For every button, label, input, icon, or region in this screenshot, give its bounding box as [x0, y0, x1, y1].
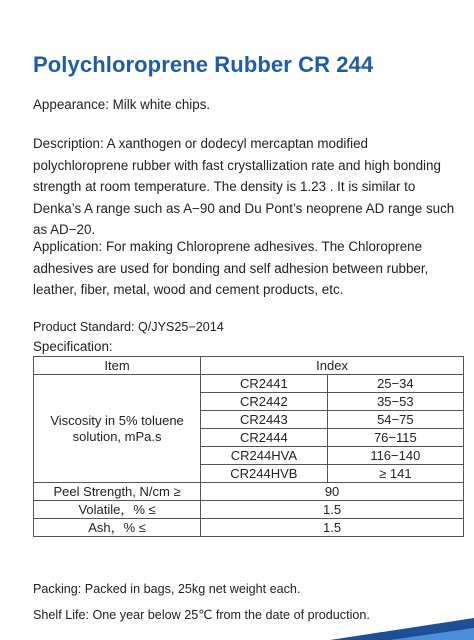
grade-cell: CR2441	[201, 375, 328, 393]
table-row	[34, 483, 464, 501]
grade-cell: CR2443	[201, 411, 328, 429]
packing-text: Packing: Packed in bags, 25kg net weight each.	[33, 582, 301, 596]
viscosity-label: Viscosity in 5% toluene solution, mPa.s	[34, 375, 201, 483]
table-row	[34, 375, 464, 393]
range-cell: 116−140	[327, 447, 463, 465]
page-title: Polychloroprene Rubber CR 244	[33, 52, 374, 77]
decorative-corner-stripe	[0, 610, 474, 640]
range-cell: 76−115	[327, 429, 463, 447]
grade-cell: CR244HVB	[201, 465, 328, 483]
table-row	[34, 501, 464, 519]
specification-label: Specification:	[33, 339, 113, 354]
grade-cell: CR2444	[201, 429, 328, 447]
range-cell: 25−34	[327, 375, 463, 393]
product-standard-text: Product Standard: Q/JYS25−2014	[33, 320, 224, 334]
shelf-life-text: Shelf Life: One year below 25℃ from the date of production.	[33, 608, 370, 622]
grade-cell: CR244HVA	[201, 447, 328, 465]
appearance-text: Appearance: Milk white chips.	[33, 97, 211, 112]
application-text: Application: For making Chloroprene adhesives. The Chloroprene adhesives are used for bonding and self adhesion between rubber, leather, fiber, metal, wood and cement products, etc.	[33, 239, 429, 297]
table-row	[34, 519, 464, 537]
range-cell: ≥ 141	[327, 465, 463, 483]
ash-label: Ash，% ≤	[34, 519, 201, 537]
range-cell: 35−53	[327, 393, 463, 411]
specification-table	[33, 356, 464, 537]
peel-strength-label: Peel Strength, N/cm ≥	[34, 483, 201, 501]
table-header-row	[34, 357, 464, 375]
volatile-label: Volatile，% ≤	[34, 501, 201, 519]
ash-value: 1.5	[201, 519, 464, 537]
description-text: Description: A xanthogen or dodecyl mercaptan modified polychloroprene rubber with fast crystallization rate and high bonding strength at room temperature. The density is 1.23 . It is similar to Denka’s A range such as A−90 and Du Pont’s neoprene AD range such as AD−20.	[33, 136, 455, 237]
range-cell: 54−75	[327, 411, 463, 429]
grade-cell: CR2442	[201, 393, 328, 411]
header-index: Index	[201, 357, 464, 375]
header-item: Item	[34, 357, 201, 375]
volatile-value: 1.5	[201, 501, 464, 519]
peel-strength-value: 90	[201, 483, 464, 501]
